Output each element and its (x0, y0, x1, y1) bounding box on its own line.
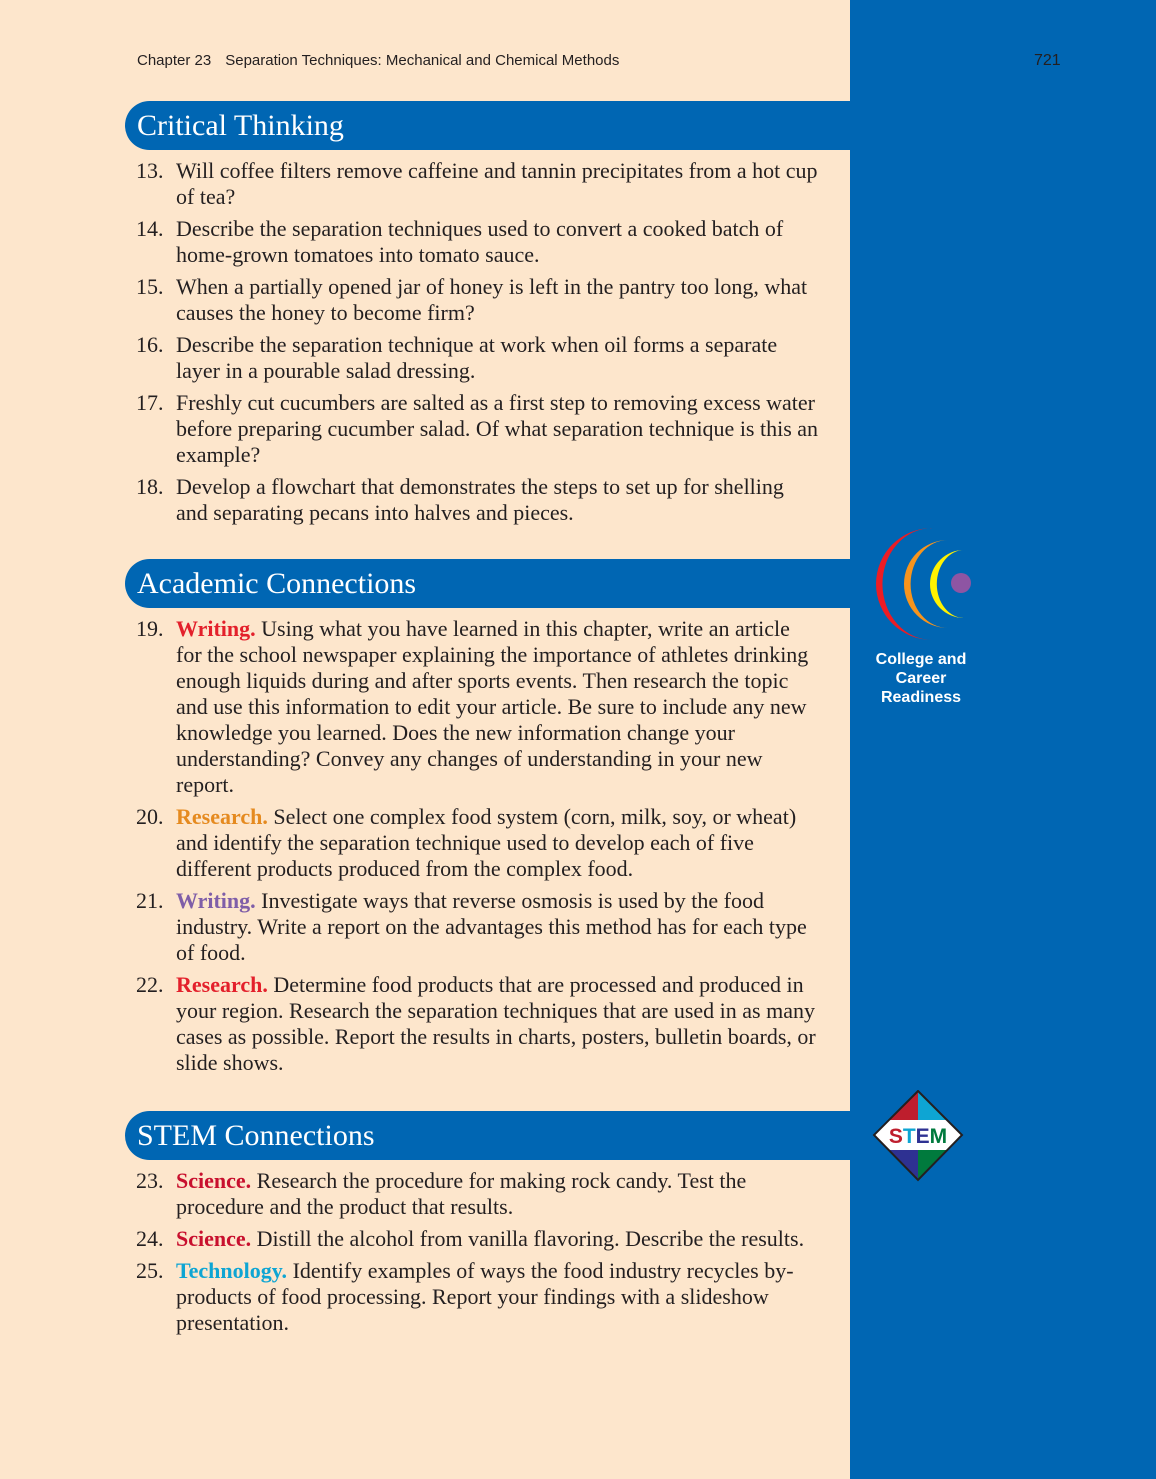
subject-tag: Research. (176, 972, 268, 997)
question-number: 20. (136, 804, 164, 829)
question-number: 14. (136, 216, 164, 241)
section-critical-thinking (125, 101, 850, 532)
question-number: 16. (136, 332, 164, 357)
ccr-label: College and Career Readiness (875, 651, 967, 706)
question-text: When a partially opened jar of honey is left in the pantry too long, what causes the honey to become firm? (176, 274, 808, 325)
question-number: 23. (136, 1168, 164, 1193)
section-heading: Academic Connections (125, 559, 850, 608)
question-number: 25. (136, 1258, 164, 1283)
question-list (125, 616, 850, 1076)
section-heading: STEM Connections (125, 1111, 850, 1160)
svg-text:STEM: STEM (888, 1125, 948, 1148)
question-number: 19. (136, 616, 164, 641)
sidebar-band (850, 0, 1156, 1479)
question-item (125, 274, 821, 326)
question-item (125, 332, 821, 384)
chapter-title: Separation Techniques: Mechanical and Chemical Methods (225, 52, 620, 69)
subject-tag: Technology. (176, 1258, 288, 1283)
stem-badge-icon (872, 1090, 964, 1182)
section-stem-connections (125, 1111, 850, 1342)
question-text: Identify examples of ways the food industry recycles by-products of food processing. Report your findings with a slideshow presentation. (176, 1258, 794, 1335)
question-text: Determine food products that are processed and produced in your region. Research the separation techniques that are used in as many cases as possible. Report the results in charts, posters, bulletin boards, or slide shows. (176, 972, 816, 1075)
question-number: 15. (136, 274, 164, 299)
question-list (125, 1168, 850, 1336)
question-number: 17. (136, 390, 164, 415)
question-text: Using what you have learned in this chapter, write an article for the school newspaper explaining the importance of athletes drinking enough liquids during and after sports events. Then research the topic and use this information to edit your article. Be sure to include any new knowledge you learned. Does the new information change your understanding? Convey any changes of understanding in your new report. (176, 616, 809, 797)
section-academic-connections (125, 559, 850, 1082)
question-text: Investigate ways that reverse osmosis is used by the food industry. Write a report on the advantages this method has for each type of food. (176, 888, 807, 965)
question-item (125, 972, 821, 1076)
question-text: Freshly cut cucumbers are salted as a first step to removing excess water before preparing cucumber salad. Of what separation technique is this an example? (176, 390, 819, 467)
college-career-readiness-icon (868, 526, 978, 644)
chapter-label: Chapter 23 (137, 52, 212, 69)
subject-tag: Writing. (176, 616, 256, 641)
question-text: Describe the separation techniques used to convert a cooked batch of home-grown tomatoes into tomato sauce. (176, 216, 784, 267)
question-item (125, 1226, 821, 1252)
question-text: Will coffee filters remove caffeine and tannin precipitates from a hot cup of tea? (176, 158, 818, 209)
question-item (125, 474, 821, 526)
question-list (125, 158, 850, 526)
question-text: Develop a flowchart that demonstrates the steps to set up for shelling and separating pecans into halves and pieces. (176, 474, 784, 525)
question-item (125, 216, 821, 268)
question-number: 13. (136, 158, 164, 183)
question-item (125, 1258, 821, 1336)
question-item (125, 390, 821, 468)
subject-tag: Science. (176, 1226, 252, 1251)
section-heading: Critical Thinking (125, 101, 850, 150)
question-text: Research the procedure for making rock candy. Test the procedure and the product that results. (176, 1168, 747, 1219)
question-number: 24. (136, 1226, 164, 1251)
question-item (125, 1168, 821, 1220)
question-text: Select one complex food system (corn, milk, soy, or wheat) and identify the separation technique used to develop each of five different products produced from the complex food. (176, 804, 797, 881)
question-text: Describe the separation technique at work when oil forms a separate layer in a pourable salad dressing. (176, 332, 778, 383)
question-item (125, 888, 821, 966)
subject-tag: Writing. (176, 888, 256, 913)
subject-tag: Science. (176, 1168, 252, 1193)
question-item (125, 616, 821, 798)
subject-tag: Research. (176, 804, 268, 829)
question-item (125, 804, 821, 882)
question-number: 18. (136, 474, 164, 499)
question-number: 21. (136, 888, 164, 913)
page-number: 721 (1034, 52, 1061, 69)
question-number: 22. (136, 972, 164, 997)
question-text: Distill the alcohol from vanilla flavoring. Describe the results. (256, 1226, 805, 1251)
running-head (137, 52, 619, 69)
question-item (125, 158, 821, 210)
